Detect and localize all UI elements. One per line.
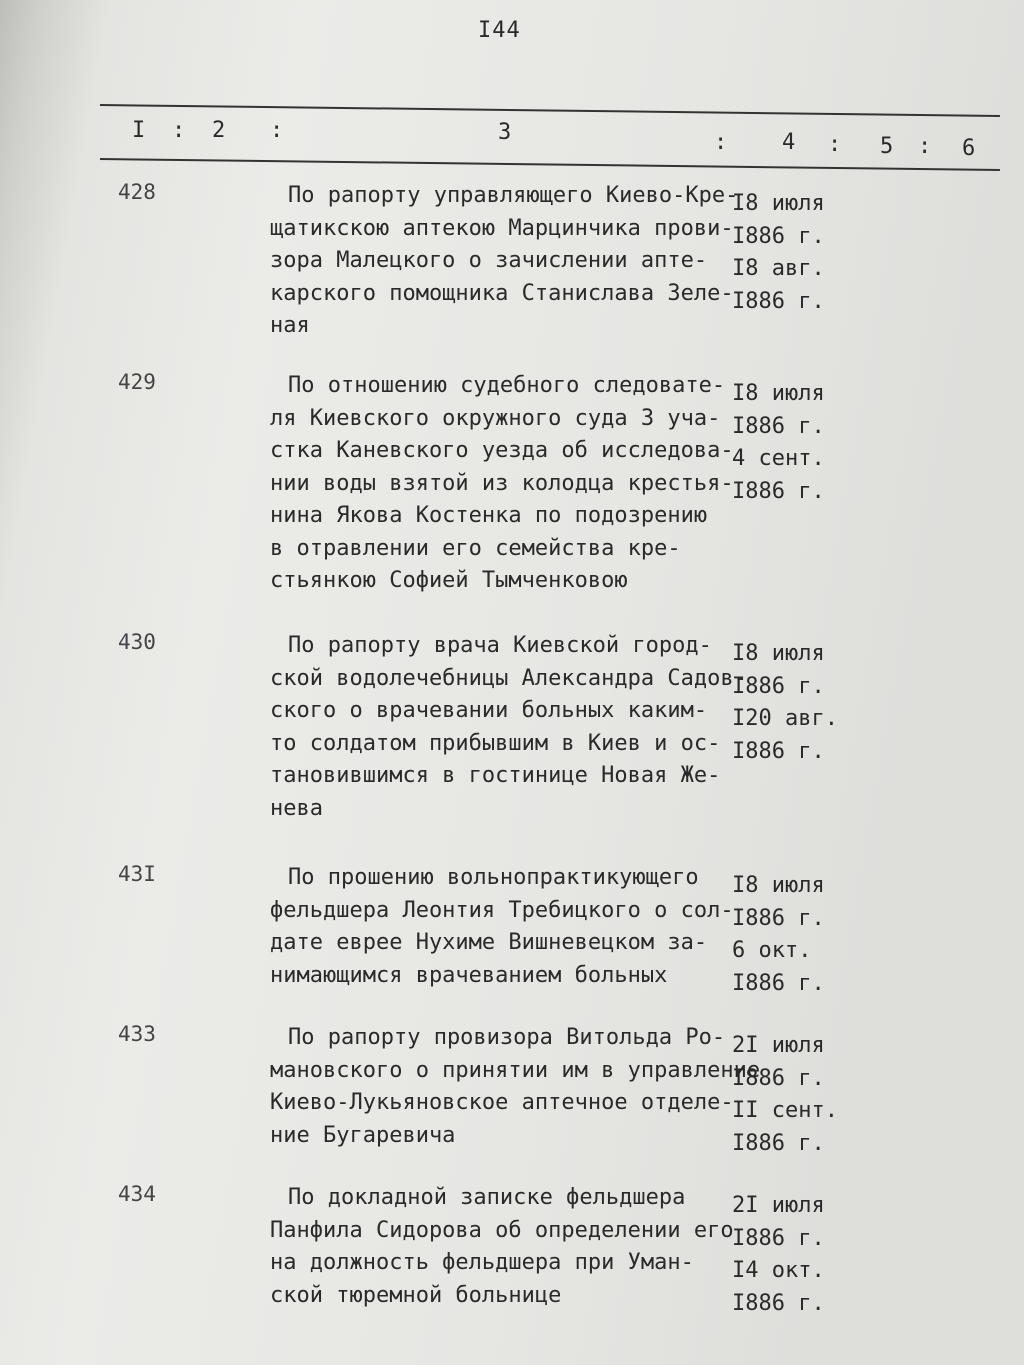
entry-description-line: По рапорту врача Киевской город- (288, 633, 712, 658)
entry-description-line: ная (270, 313, 310, 338)
entry-number: 433 (118, 1022, 156, 1046)
entry-description-line: ской тюремной больнице (270, 1282, 562, 1308)
entry-dates (732, 638, 862, 768)
column-1-label: I (132, 118, 146, 143)
entry-date-line: 2I июля (732, 1033, 825, 1058)
entry-dates (732, 1030, 862, 1160)
entry-description-line: тановившимся в гостинице Новая Же- (270, 763, 721, 788)
entry-date-line: I886 г. (732, 1290, 825, 1316)
entry-description-line: нина Якова Костенка по подозрению (270, 503, 708, 528)
entry-description-line: Киево-Лукьяновское аптечное отделе- (270, 1090, 734, 1115)
entry-date-line: I886 г. (732, 1130, 825, 1156)
entry-date-line: I8 авг. (732, 256, 825, 281)
entry-description-line: нева (270, 795, 323, 821)
entry-description (270, 862, 740, 992)
entry-description-line: По прошению вольнопрактикующего (288, 865, 699, 890)
entry-description (270, 630, 747, 825)
entry-description-line: По рапорту провизора Витольда Ро- (288, 1025, 726, 1050)
entry-description-line: дате еврее Нухиме Вишневецком за- (270, 930, 708, 955)
entry-description-line: то солдатом прибывшим в Киев и ос- (270, 730, 721, 756)
column-3-label: 3 (498, 120, 512, 145)
column-6-label: 6 (962, 136, 976, 161)
page-number: I44 (478, 18, 521, 43)
entry-date-line: I886 г. (732, 223, 825, 249)
entry-description-line: ского о врачевании больных каким- (270, 698, 708, 723)
entry-description (270, 1182, 740, 1312)
entry-description-line: Панфила Сидорова об определении его (270, 1217, 734, 1243)
entry-number: 428 (118, 180, 156, 204)
entry-date-line: I886 г. (732, 738, 825, 764)
entry-description-line: фельдшера Леонтия Требицкого о сол- (270, 897, 734, 923)
entry-date-line: I8 июля (732, 873, 825, 898)
column-separator: : (714, 130, 728, 155)
entry-date-line: I886 г. (732, 673, 825, 699)
entry-date-line: I886 г. (732, 905, 825, 931)
entry-description-line: По отношению судебного следовате- (288, 373, 726, 398)
entry-description-line: нимающимся врачеванием больных (270, 962, 668, 988)
entry-description-line: щатикскою аптекою Марцинчика прови- (270, 215, 734, 241)
entry-date-line: I8 июля (732, 641, 825, 666)
entry-description (270, 180, 740, 343)
entry-date-line: I8 июля (732, 191, 825, 216)
entry-date-line: I886 г. (732, 970, 825, 996)
entry-description-line: По докладной записке фельдшера (288, 1185, 686, 1210)
column-separator: : (172, 118, 186, 143)
entry-description-line: мановского о принятии им в управление (270, 1057, 761, 1083)
column-2-label: 2 (212, 118, 226, 143)
entry-dates (732, 188, 862, 318)
entry-description-line: стка Каневского уезда об исследова- (270, 438, 734, 463)
entry-date-line: I886 г. (732, 1225, 825, 1251)
entry-description-line: ние Бугаревича (270, 1122, 456, 1148)
entry-number: 434 (118, 1182, 156, 1206)
entry-description-line: зора Малецкого о зачислении апте- (270, 248, 708, 273)
entry-description-line: ля Киевского окружного суда 3 уча- (270, 405, 721, 431)
entry-date-line: 2I июля (732, 1193, 825, 1218)
entry-dates (732, 1190, 862, 1320)
entry-date-line: I886 г. (732, 478, 825, 504)
column-separator: : (270, 118, 284, 143)
entry-date-line: I8 июля (732, 381, 825, 406)
entry-description-line: на должность фельдшера при Уман- (270, 1250, 694, 1275)
column-4-label: 4 (782, 130, 796, 155)
entry-description-line: в отравлении его семейства кре- (270, 535, 681, 561)
entry-description (270, 370, 740, 598)
column-separator: : (828, 132, 842, 157)
entry-description-line: По рапорту управляющего Киево-Кре- (288, 183, 739, 208)
entry-number: 429 (118, 370, 156, 394)
entry-date-line: I4 окт. (732, 1258, 825, 1283)
entry-description-line: стьянкою Софией Тымченковою (270, 568, 628, 593)
entry-date-line: II сент. (732, 1098, 838, 1123)
entry-date-line: 4 сент. (732, 446, 825, 471)
entry-number: 43I (118, 862, 156, 886)
entry-date-line: I886 г. (732, 413, 825, 439)
column-separator: : (918, 134, 932, 159)
entry-dates (732, 378, 862, 508)
entry-number: 430 (118, 630, 156, 654)
entry-date-line: I20 авг. (732, 706, 838, 731)
entry-date-line: 6 окт. (732, 938, 812, 963)
entry-date-line: I886 г. (732, 1065, 825, 1091)
entry-description-line: карского помощника Станислава Зеле- (270, 280, 734, 306)
column-5-label: 5 (880, 134, 894, 159)
entry-date-line: I886 г. (732, 288, 825, 314)
entry-description (270, 1022, 761, 1152)
entry-dates (732, 870, 862, 1000)
entry-description-line: ской водолечебницы Александра Садов- (270, 665, 747, 691)
entry-description-line: нии воды взятой из колодца крестья- (270, 470, 734, 496)
